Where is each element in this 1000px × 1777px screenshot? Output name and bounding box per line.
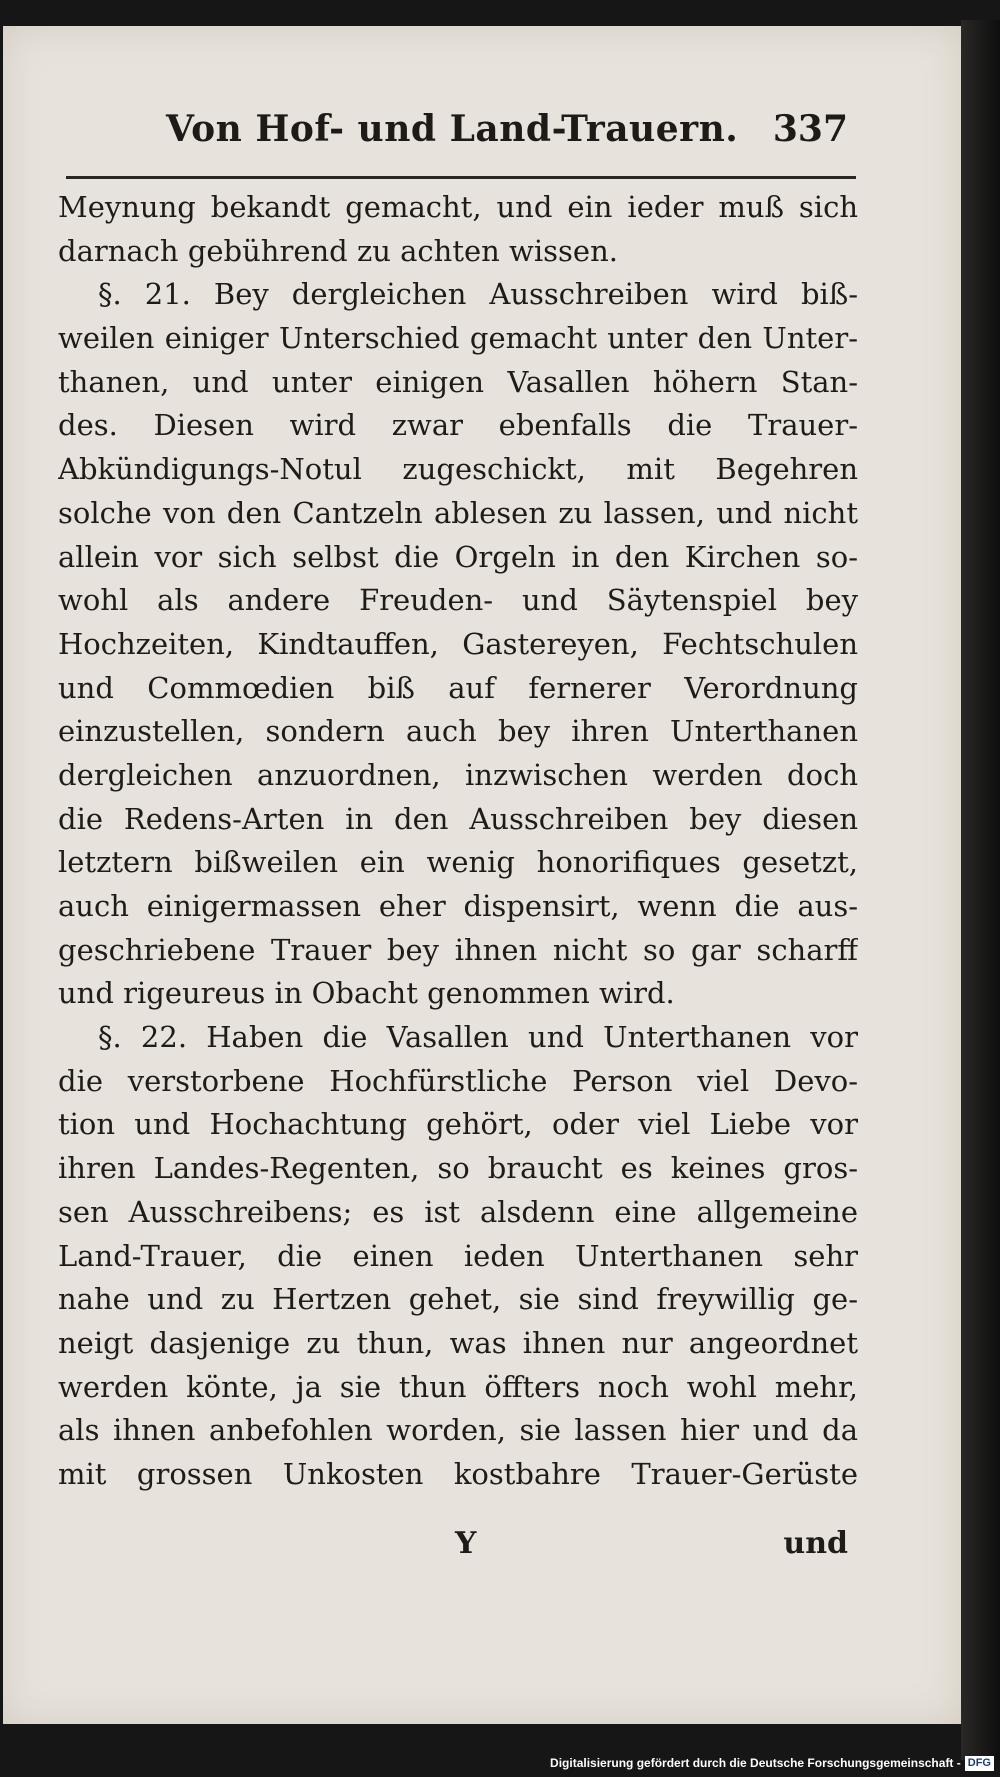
text-line: darnach gebührend zu achten wissen. — [58, 233, 618, 268]
text-line: des. Diesen wird zwar ebenfalls die Trauer- — [58, 408, 858, 443]
text-line: und Commœdien biß auf fernerer Verordnung — [58, 670, 858, 705]
text-line: solche von den Cantzeln ablesen zu lassen, und nicht — [58, 495, 858, 530]
text-line: letztern bißweilen ein wenig honorifiques gesetzt, — [58, 845, 858, 880]
catchword: und — [783, 1526, 848, 1561]
dfg-logo: DFG — [965, 1756, 994, 1771]
body-text — [58, 186, 858, 1497]
text-line: nahe und zu Hertzen gehet, sie sind freywillig ge- — [58, 1282, 858, 1317]
text-line: wohl als andere Freuden- und Säytenspiel bey — [58, 583, 858, 618]
text-line: die verstorbene Hochfürstliche Person viel Devo- — [58, 1063, 858, 1098]
running-title: Von Hof- und Land-Trauern. — [166, 108, 739, 150]
signature-mark: Y — [455, 1526, 477, 1561]
paragraph-22-start: §. 22. Haben die Vasallen und Unterthanen vor — [98, 1020, 858, 1055]
text-line: und rigeureus in Obacht genommen wird. — [58, 976, 675, 1011]
text-line: thanen, und unter einigen Vasallen höhern Stan- — [58, 364, 858, 399]
text-line: geschriebene Trauer bey ihnen nicht so gar scharff — [58, 932, 858, 967]
text-line: weilen einiger Unterschied gemacht unter den Unter- — [58, 321, 858, 356]
text-line: ihren Landes-Regenten, so braucht es keines gros- — [58, 1151, 858, 1186]
text-line: dergleichen anzuordnen, inzwischen werden doch — [58, 757, 858, 792]
paragraph-21-start: §. 21. Bey dergleichen Ausschreiben wird biß- — [98, 277, 858, 312]
text-line: auch einigermassen eher dispensirt, wenn die aus- — [58, 889, 858, 923]
header-rule — [66, 176, 856, 179]
text-line: Abkündigungs-Notul zugeschickt, mit Begehren — [58, 452, 858, 487]
text-line: Land-Trauer, die einen ieden Unterthanen sehr — [58, 1238, 858, 1273]
book-edge — [961, 20, 1000, 1760]
text-line: als ihnen anbefohlen worden, sie lassen hier und da — [58, 1413, 858, 1448]
book-page — [3, 26, 961, 1724]
text-line: einzustellen, sondern auch bey ihren Unterthanen — [58, 714, 858, 749]
text-line: tion und Hochachtung gehört, oder viel Liebe vor — [58, 1107, 858, 1142]
text-line: Meynung bekandt gemacht, und ein ieder muß sich — [58, 190, 858, 224]
credit-text: Digitalisierung gefördert durch die Deutsche Forschungsgemeinschaft - — [550, 1756, 961, 1770]
digitization-credit — [550, 1753, 994, 1773]
text-line: allein vor sich selbst die Orgeln in den Kirchen so- — [58, 539, 858, 574]
text-line: neigt dasjenige zu thun, was ihnen nur angeordnet — [58, 1325, 858, 1360]
text-line: werden könte, ja sie thun öffters noch wohl mehr, — [58, 1369, 858, 1404]
text-line: mit grossen Unkosten kostbahre Trauer-Gerüste — [58, 1456, 858, 1491]
text-line: die Redens-Arten in den Ausschreiben bey diesen — [58, 801, 858, 836]
page-footer — [58, 1526, 858, 1576]
page-number: 337 — [772, 108, 848, 150]
text-line: Hochzeiten, Kindtauffen, Gastereyen, Fechtschulen — [58, 626, 858, 661]
text-line: sen Ausschreibens; es ist alsdenn eine allgemeine — [58, 1194, 858, 1229]
page-header — [58, 100, 858, 170]
